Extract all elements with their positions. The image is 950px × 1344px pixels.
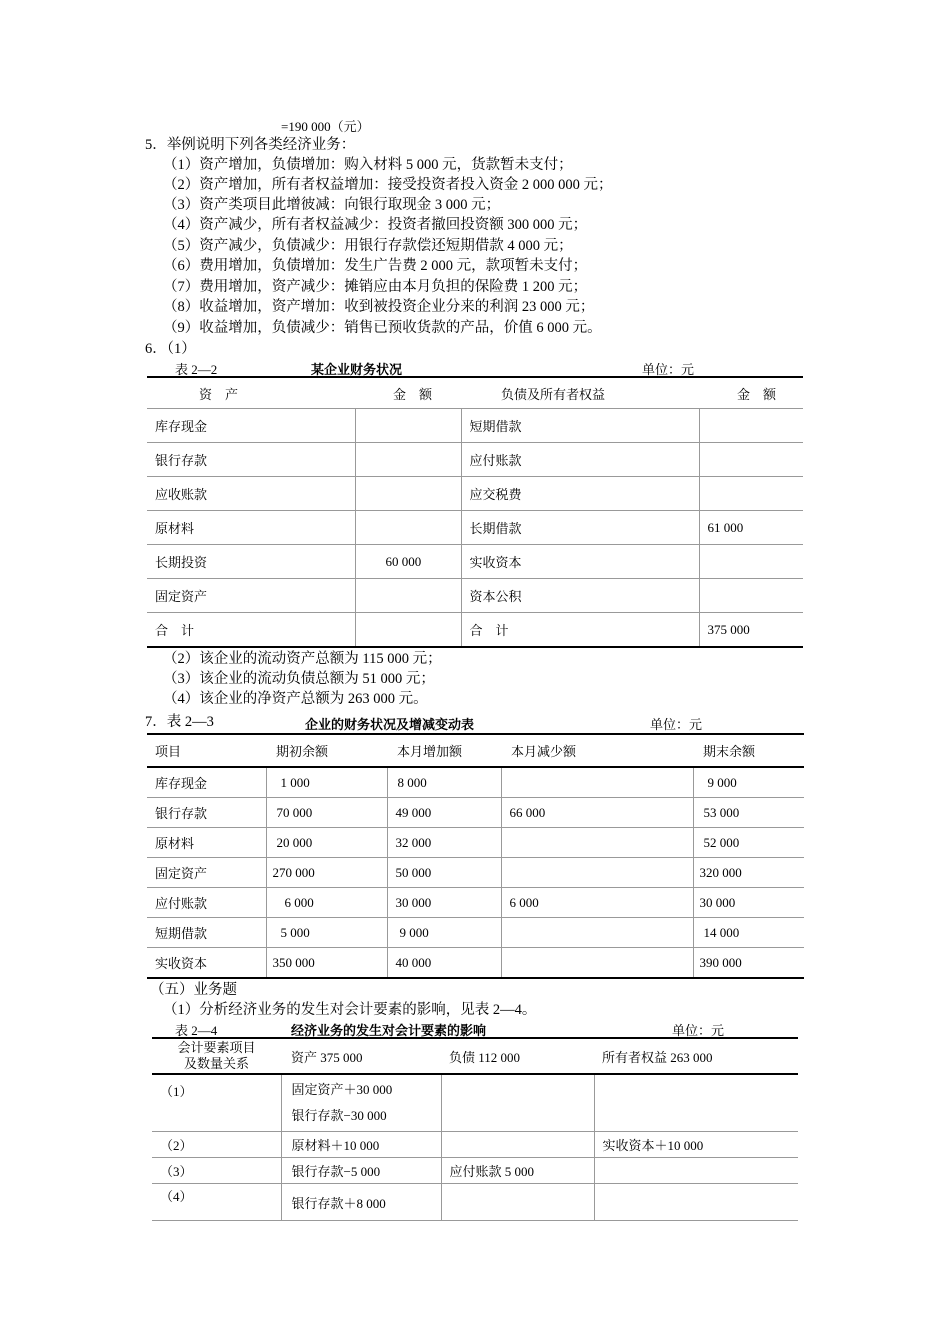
table-cell (699, 579, 803, 613)
table-cell: 库存现金 (155, 419, 208, 434)
table-cell: 6 000 (501, 888, 693, 918)
table-cell (355, 443, 461, 477)
q5-item: （7）费用增加，资产减少：摊销应由本月负担的保险费 1 200 元； (163, 279, 588, 295)
table-row (152, 1184, 798, 1221)
top-formula: =190 000（元） (281, 119, 370, 134)
table-row (152, 1132, 798, 1158)
table-header: 项目 (155, 744, 182, 759)
table-cell: 应付账款 5 000 (441, 1158, 594, 1184)
table-cell (699, 409, 803, 443)
q5-item: （3）资产类项目此增彼减：向银行取现金 3 000 元； (163, 197, 501, 213)
q6-note: （3）该企业的流动负债总额为 51 000 元； (163, 671, 435, 687)
table-cell: 银行存款 (155, 453, 208, 468)
table-cell: 52 000 (693, 828, 804, 858)
table-cell (501, 948, 693, 979)
table-cell: （4） (160, 1189, 193, 1204)
table-cell (699, 443, 803, 477)
table-header: 负债 112 000 (449, 1049, 521, 1065)
table-cell: 70 000 (266, 798, 387, 828)
table-cell: 银行存款−5 000 (281, 1158, 441, 1184)
asset-change: 固定资产＋30 000 (291, 1082, 393, 1097)
table-cell: 20 000 (266, 828, 387, 858)
table-unit: 单位：元 (642, 362, 695, 377)
table-row (147, 579, 803, 613)
table-cell: 原材料 (155, 521, 195, 536)
table-cell: 固定资产 (155, 589, 208, 604)
q6-note: （4）该企业的净资产总额为 263 000 元。 (163, 691, 428, 707)
table-cell: （2） (160, 1138, 193, 1153)
table-header: 资产 375 000 (291, 1049, 363, 1065)
table-title: 经济业务的发生对会计要素的影响 (291, 1023, 487, 1038)
q5-title: 5．举例说明下列各类经济业务： (145, 137, 356, 153)
table-cell: 9 000 (693, 767, 804, 798)
table-header: 负债及所有者权益 (501, 386, 606, 402)
asset-change: 银行存款−30 000 (291, 1108, 387, 1123)
q5-item: （5）资产减少，负债减少：用银行存款偿还短期借款 4 000 元； (163, 238, 573, 254)
table-cell: 合 计 (155, 623, 195, 638)
table-cell (699, 545, 803, 579)
table-header: 本月减少额 (511, 744, 577, 759)
table-cell (501, 828, 693, 858)
table-cell: （3） (160, 1164, 193, 1179)
table-cell: 49 000 (387, 798, 501, 828)
table-cell: 应收账款 (155, 487, 208, 502)
table-row (147, 545, 803, 579)
change-table (147, 733, 804, 979)
q6-label: 6．（1） (145, 341, 196, 357)
q5-item: （8）收益增加，资产增加：收到被投资企业分来的利润 23 000 元； (163, 299, 595, 315)
table-title: 某企业财务状况 (311, 362, 403, 377)
table-cell (594, 1074, 798, 1132)
table-cell: 1 000 (266, 767, 387, 798)
table-row (147, 443, 803, 477)
table-cell: 8 000 (387, 767, 501, 798)
table-cell: 350 000 (266, 948, 387, 979)
table-cell: 固定资产 (155, 866, 208, 881)
table-header: 期初余额 (276, 744, 329, 759)
element-impact-table (152, 1037, 798, 1221)
corner-line-1: 会计要素项目 (177, 1040, 256, 1055)
table-cell: 9 000 (387, 918, 501, 948)
table-cell (501, 858, 693, 888)
table-cell: 30 000 (387, 888, 501, 918)
table-cell: 银行存款 (155, 806, 208, 821)
table-row (147, 828, 804, 858)
table-cell: 270 000 (266, 858, 387, 888)
table-cell: 库存现金 (155, 776, 208, 791)
table-cell: 5 000 (266, 918, 387, 948)
q5-item: （2）资产增加，所有者权益增加：接受投资者投入资金 2 000 000 元； (163, 177, 613, 193)
table-cell: 应付账款 (461, 443, 699, 477)
table-header: 本月增加额 (397, 744, 463, 759)
corner-header (152, 1038, 281, 1074)
table-row (147, 948, 804, 979)
table-header: 资 产 (199, 386, 239, 402)
table-cell: 银行存款＋8 000 (281, 1184, 441, 1221)
table-cell: 短期借款 (155, 926, 208, 941)
table-cell: 原材料 (155, 836, 195, 851)
table-cell (355, 511, 461, 545)
table-cell (594, 1184, 798, 1221)
table-header: 所有者权益 263 000 (602, 1049, 713, 1065)
table-unit: 单位：元 (650, 717, 703, 732)
table-row (147, 409, 803, 443)
q5-item: （4）资产减少，所有者权益减少：投资者撤回投资额 300 000 元； (163, 217, 588, 233)
table-cell (594, 1158, 798, 1184)
table-cell: 实收资本 (155, 956, 208, 971)
financial-status-table (147, 376, 803, 648)
table-row (147, 477, 803, 511)
table-cell: 资本公积 (461, 579, 699, 613)
table-cell: 375 000 (699, 613, 803, 648)
q5-item: （1）资产增加，负债增加：购入材料 5 000 元，货款暂未支付； (163, 157, 573, 173)
table-cell: 原材料＋10 000 (281, 1132, 441, 1158)
section-intro: （1）分析经济业务的发生对会计要素的影响，见表 2—4。 (163, 1002, 537, 1018)
table-cell: 66 000 (501, 798, 693, 828)
table-title: 企业的财务状况及增减变动表 (305, 717, 475, 732)
table-cell: 32 000 (387, 828, 501, 858)
table-cell: （1） (160, 1084, 193, 1099)
table-cell (441, 1074, 594, 1132)
table-row (152, 1074, 798, 1132)
table-cell (355, 613, 461, 648)
table-cell (501, 918, 693, 948)
table-cell: 应交税费 (461, 477, 699, 511)
table-cell: 40 000 (387, 948, 501, 979)
table-row (147, 767, 804, 798)
table-header: 金 额 (737, 386, 777, 402)
table-cell: 50 000 (387, 858, 501, 888)
corner-line-2: 及数量关系 (183, 1056, 249, 1071)
table-cell: 短期借款 (461, 409, 699, 443)
table-cell (501, 767, 693, 798)
table-row (147, 918, 804, 948)
table-cell (441, 1132, 594, 1158)
q5-item: （9）收益增加，负债减少：销售已预收货款的产品，价值 6 000 元。 (163, 320, 602, 336)
table-row (147, 858, 804, 888)
table-cell (355, 477, 461, 511)
table-cell: 6 000 (266, 888, 387, 918)
q7-label: 7．表 2—3 (145, 714, 214, 730)
table-cell: 61 000 (699, 511, 803, 545)
table-cell (281, 1074, 441, 1132)
table-cell (355, 409, 461, 443)
table-row (147, 798, 804, 828)
q6-note: （2）该企业的流动资产总额为 115 000 元； (163, 651, 442, 667)
table-number: 表 2—2 (175, 362, 218, 377)
table-header: 金 额 (393, 386, 433, 402)
table-cell: 长期借款 (461, 511, 699, 545)
table-cell: 30 000 (693, 888, 804, 918)
table-cell: 实收资本 (461, 545, 699, 579)
table-cell: 应付账款 (155, 896, 208, 911)
table-cell: 53 000 (693, 798, 804, 828)
table-cell (441, 1184, 594, 1221)
table-row (152, 1158, 798, 1184)
table-unit: 单位：元 (672, 1023, 725, 1038)
table-cell: 390 000 (693, 948, 804, 979)
table-cell: 合 计 (461, 613, 699, 648)
table-cell: 长期投资 (155, 555, 208, 570)
q5-item: （6）费用增加，负债增加：发生广告费 2 000 元，款项暂未支付； (163, 258, 588, 274)
table-cell: 60 000 (355, 545, 461, 579)
table-cell: 实收资本＋10 000 (594, 1132, 798, 1158)
table-cell (355, 579, 461, 613)
section-title: （五）业务题 (150, 982, 237, 998)
table-cell: 320 000 (693, 858, 804, 888)
table-row (147, 511, 803, 545)
table-number: 表 2—4 (175, 1023, 218, 1038)
table-cell (699, 477, 803, 511)
table-cell: 14 000 (693, 918, 804, 948)
table-row (147, 613, 803, 648)
table-row (147, 888, 804, 918)
table-header: 期末余额 (703, 744, 756, 759)
